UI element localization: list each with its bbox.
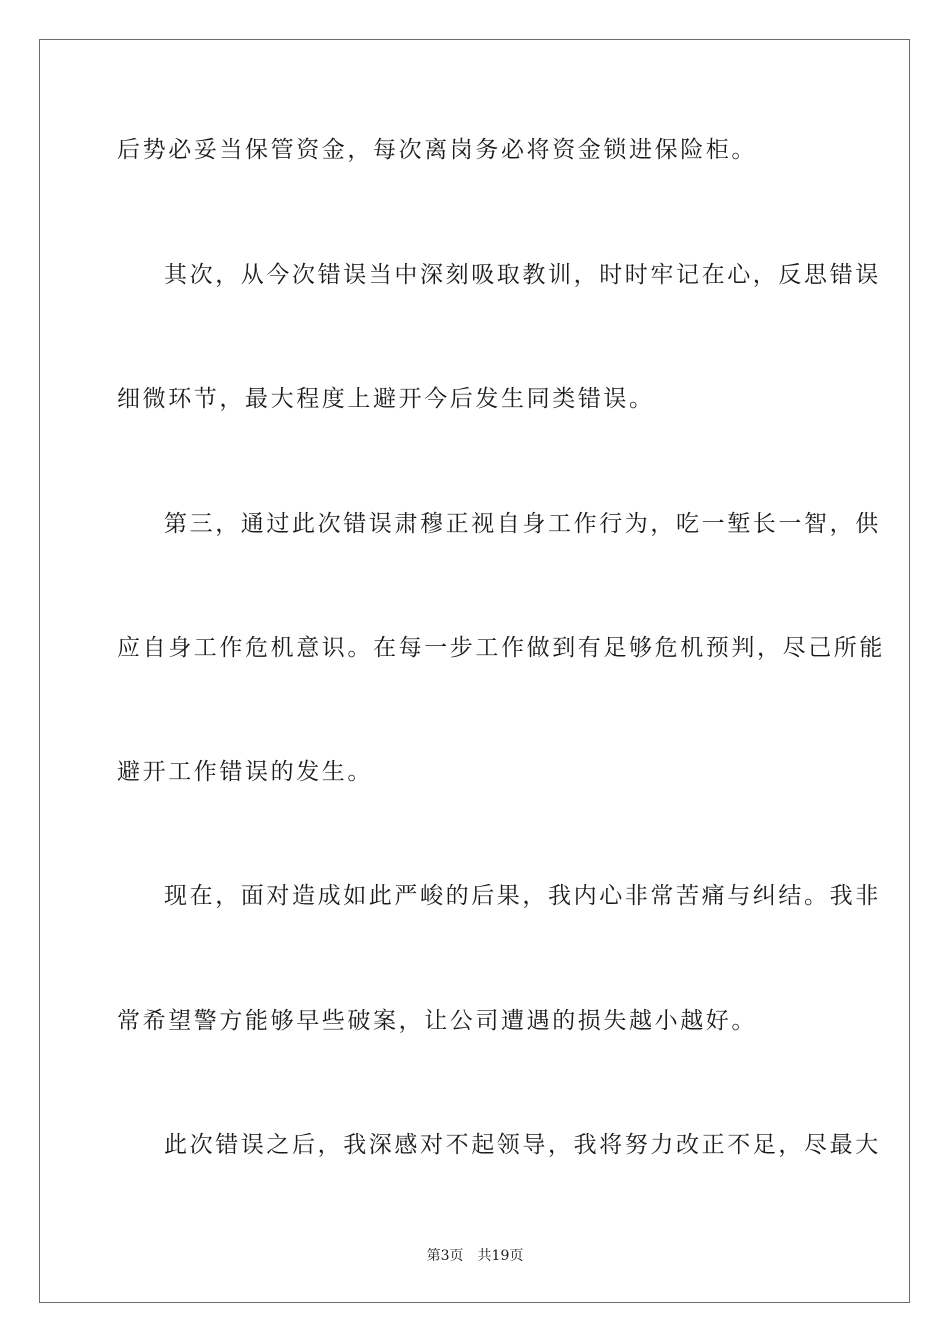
text-line-9: 此次错误之后，我深感对不起领导，我将努力改正不足，尽最大 bbox=[164, 1132, 881, 1158]
text-line-8: 常希望警方能够早些破案，让公司遭遇的损失越小越好。 bbox=[117, 1008, 757, 1034]
text-line-2: 其次，从今次错误当中深刻吸取教训，时时牢记在心，反思错误 bbox=[164, 262, 881, 288]
text-line-3: 细微环节，最大程度上避开今后发生同类错误。 bbox=[117, 386, 655, 412]
text-line-5: 应自身工作危机意识。在每一步工作做到有足够危机预判，尽己所能 bbox=[117, 635, 885, 661]
text-line-6: 避开工作错误的发生。 bbox=[117, 759, 373, 785]
page-footer bbox=[0, 1246, 950, 1266]
page-border bbox=[39, 39, 910, 1303]
text-line-1: 后势必妥当保管资金，每次离岗务必将资金锁进保险柜。 bbox=[117, 137, 757, 163]
total-pages-label: 共19页 bbox=[477, 1248, 524, 1264]
current-page-label: 第3页 bbox=[426, 1248, 464, 1264]
text-line-7: 现在，面对造成如此严峻的后果，我内心非常苦痛与纠结。我非 bbox=[164, 883, 881, 909]
text-line-4: 第三，通过此次错误肃穆正视自身工作行为，吃一堑长一智，供 bbox=[164, 511, 881, 537]
